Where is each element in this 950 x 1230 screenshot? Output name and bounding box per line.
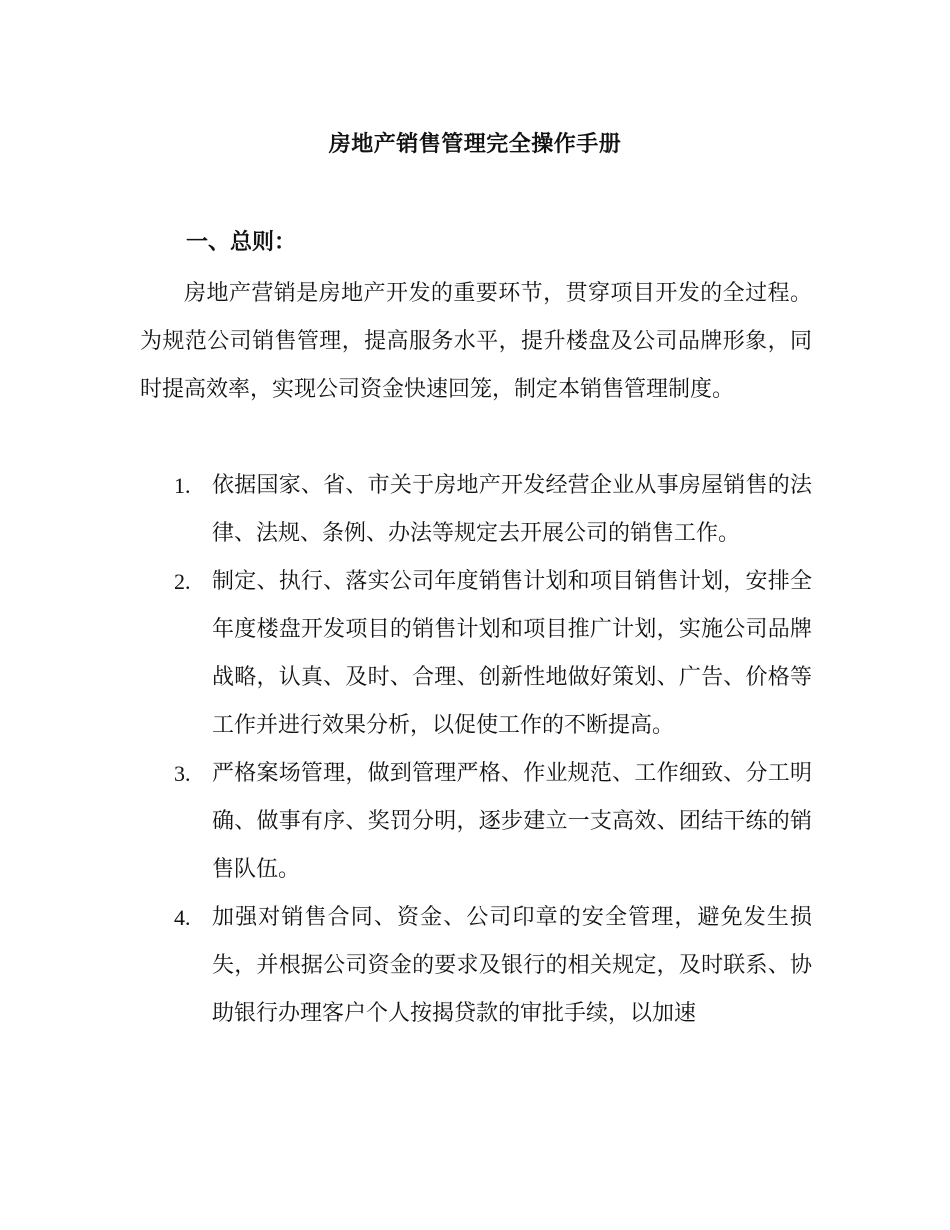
numbered-list bbox=[140, 462, 812, 1038]
list-item bbox=[140, 462, 812, 558]
list-item-number: 1. bbox=[174, 473, 191, 498]
list-item-number: 2. bbox=[174, 569, 191, 594]
list-item-number: 4. bbox=[174, 905, 191, 930]
list-item bbox=[140, 558, 812, 750]
list-item-text: 严格案场管理，做到管理严格、作业规范、工作细致、分工明确、做事有序、奖罚分明，逐步建立一支高效、团结干练的销售队伍。 bbox=[212, 761, 812, 882]
list-item bbox=[140, 894, 812, 1038]
list-item-text: 依据国家、省、市关于房地产开发经营企业从事房屋销售的法律、法规、条例、办法等规定去开展公司的销售工作。 bbox=[212, 473, 812, 546]
document-title: 房地产销售管理完全操作手册 bbox=[328, 131, 622, 157]
list-item-number: 3. bbox=[174, 761, 191, 786]
list-item bbox=[140, 750, 812, 894]
intro-paragraph: 房地产营销是房地产开发的重要环节，贯穿项目开发的全过程。为规范公司销售管理，提高服务水平，提升楼盘及公司品牌形象，同时提高效率，实现公司资金快速回笼，制定本销售管理制度。 bbox=[140, 281, 812, 402]
section-heading: 一、总则： bbox=[186, 229, 297, 255]
list-item-text: 加强对销售合同、资金、公司印章的安全管理，避免发生损失，并根据公司资金的要求及银行的相关规定，及时联系、协助银行办理客户个人按揭贷款的审批手续，以加速 bbox=[212, 905, 812, 1026]
list-item-text: 制定、执行、落实公司年度销售计划和项目销售计划，安排全年度楼盘开发项目的销售计划和项目推广计划，实施公司品牌战略，认真、及时、合理、创新性地做好策划、广告、价格等工作并进行效果分析，以促使工作的不断提高。 bbox=[212, 569, 812, 738]
